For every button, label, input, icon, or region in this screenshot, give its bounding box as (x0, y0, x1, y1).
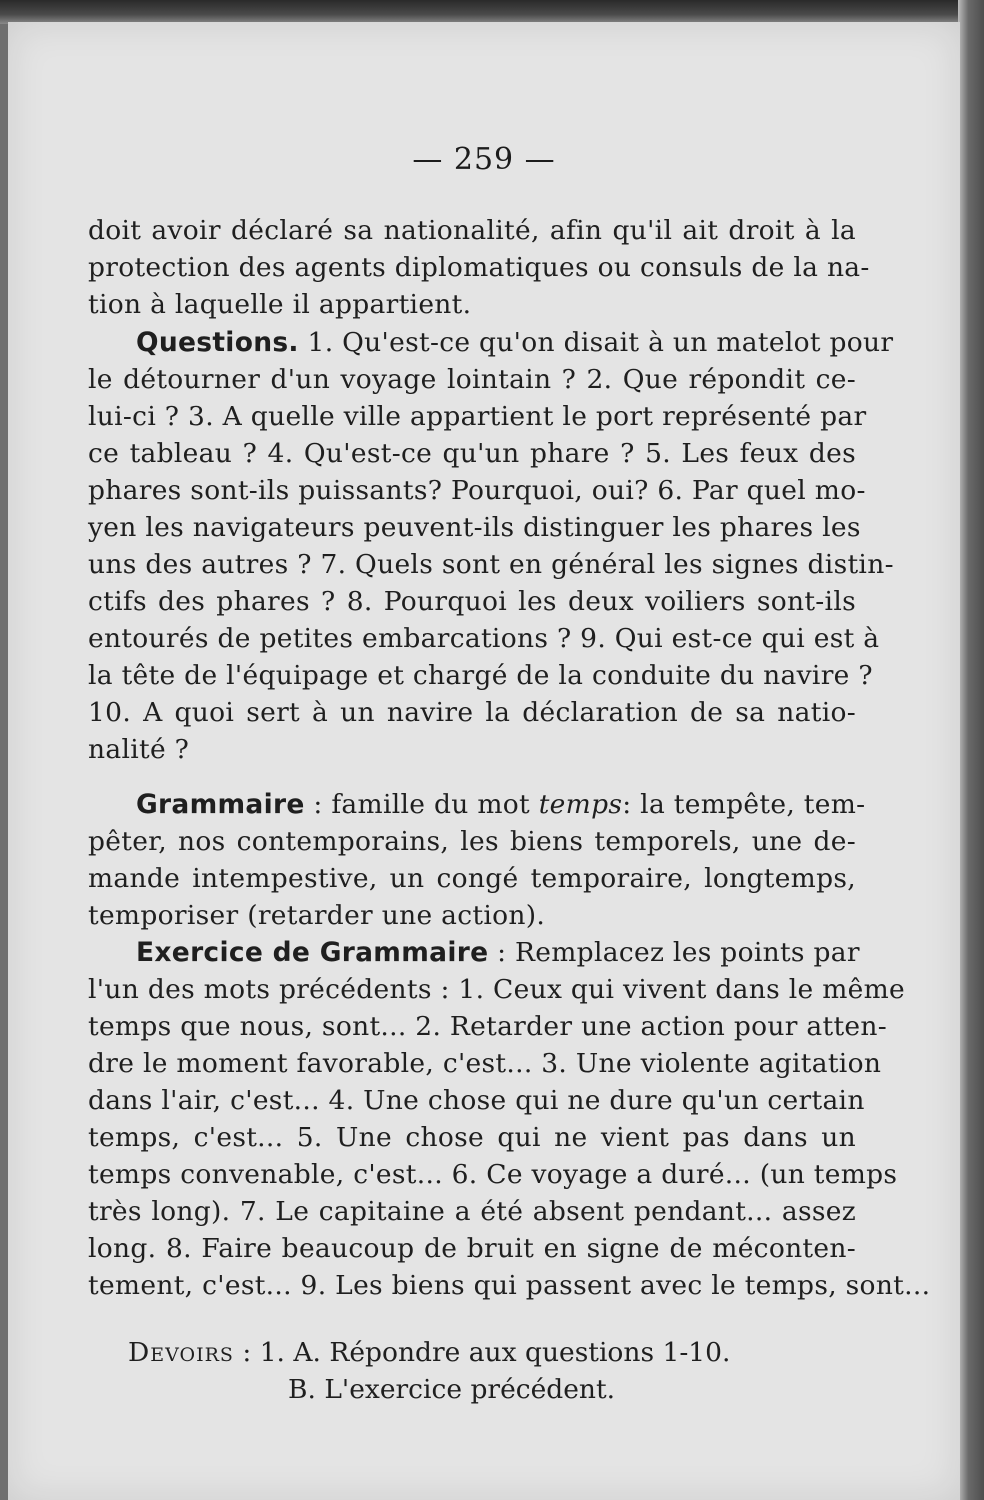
grammaire-paragraph (88, 786, 866, 934)
text-line: tion à laquelle il appartient. (88, 289, 472, 320)
devoirs-label: Devoirs (128, 1337, 234, 1368)
text-line: entourés de petites embarcations ? 9. Qui est-ce qui est à (88, 623, 880, 654)
text-line: pêter, nos contemporains, les biens temporels, une de- (88, 826, 856, 857)
text-line: temporiser (retarder une action). (88, 900, 546, 931)
text-line: ce tableau ? 4. Qu'est-ce qu'un phare ? 5. Les feux des (88, 438, 856, 469)
text-line: temps, c'est... 5. Une chose qui ne vient pas dans un (88, 1122, 856, 1153)
text-line: uns des autres ? 7. Quels sont en général les signes distin- (88, 549, 894, 580)
intro-paragraph (88, 212, 870, 323)
text-line (88, 934, 860, 971)
italic-word: temps (538, 789, 623, 820)
text-line: nalité ? (88, 734, 190, 765)
text-line: mande intempestive, un congé temporaire, longtemps, (88, 863, 856, 894)
text-line: temps convenable, c'est... 6. Ce voyage a duré... (un temps (88, 1159, 898, 1190)
text-line: lui-ci ? 3. A quelle ville appartient le port représenté par (88, 401, 867, 432)
text-fragment: : Remplacez les points par (488, 937, 860, 968)
text-line: dans l'air, c'est... 4. Une chose qui ne dure qu'un certain (88, 1085, 865, 1116)
text-line: doit avoir déclaré sa nationalité, afin qu'il ait droit à la (88, 215, 856, 246)
exercice-paragraph (88, 934, 931, 1304)
text-line: l'un des mots précédents : 1. Ceux qui vivent dans le même (88, 974, 906, 1005)
text-line (128, 1337, 730, 1368)
text-fragment: : 1. A. Répondre aux questions 1-10. (233, 1337, 731, 1368)
text-line: ctifs des phares ? 8. Pourquoi les deux voiliers sont-ils (88, 586, 856, 617)
page-number: — 259 — (412, 142, 556, 177)
text-fragment: 1. Qu'est-ce qu'on disait à un matelot pour (298, 327, 894, 358)
text-line: protection des agents diplomatiques ou consuls de la na- (88, 252, 870, 283)
questions-heading: Questions. (136, 327, 299, 358)
text-line: le détourner d'un voyage lointain ? 2. Que répondit ce- (88, 364, 856, 395)
text-fragment: : famille du mot (304, 789, 539, 820)
text-fragment: : la tempête, tem- (622, 789, 866, 820)
devoirs-block (128, 1334, 730, 1408)
text-line: la tête de l'équipage et chargé de la conduite du navire ? (88, 660, 873, 691)
book-spine-edge (958, 0, 984, 1500)
text-line: long. 8. Faire beaucoup de bruit en signe de méconten- (88, 1233, 856, 1264)
text-line: tement, c'est... 9. Les biens qui passent avec le temps, sont... (88, 1270, 931, 1301)
book-top-edge (0, 0, 984, 24)
questions-paragraph (88, 324, 894, 768)
text-line (88, 324, 894, 361)
text-line: temps que nous, sont... 2. Retarder une action pour atten- (88, 1011, 888, 1042)
text-line: yen les navigateurs peuvent-ils distinguer les phares les (88, 512, 861, 543)
text-line: B. L'exercice précédent. (288, 1374, 616, 1405)
grammaire-heading: Grammaire (136, 789, 305, 820)
text-line: dre le moment favorable, c'est... 3. Une violente agitation (88, 1048, 882, 1079)
exercice-heading: Exercice de Grammaire (136, 937, 489, 968)
text-line (88, 786, 866, 823)
text-line: phares sont-ils puissants? Pourquoi, oui? 6. Par quel mo- (88, 475, 866, 506)
text-line: très long). 7. Le capitaine a été absent pendant... assez (88, 1196, 856, 1227)
page-sheet (8, 22, 960, 1500)
text-line: 10. A quoi sert à un navire la déclaration de sa natio- (88, 697, 856, 728)
